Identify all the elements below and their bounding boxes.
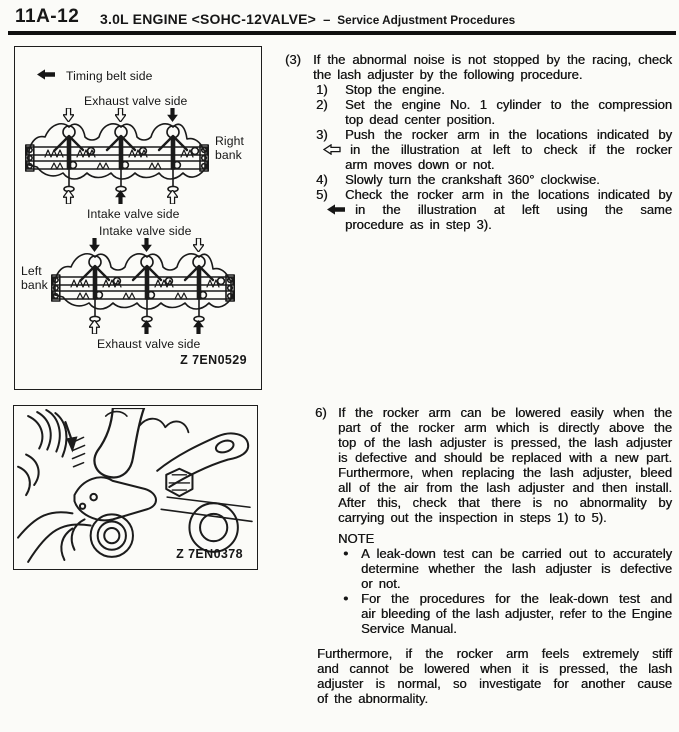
timing-belt-side-row (37, 67, 153, 85)
procedure-line (361, 606, 672, 621)
hollow-up-arrow-icon (63, 190, 74, 204)
procedure-line (317, 691, 672, 706)
procedure-line (343, 591, 672, 606)
procedure-line (316, 187, 672, 202)
timing-belt-arrow-icon (37, 67, 56, 85)
procedure-line-text: Push the rocker arm in the locations indicated by (345, 127, 672, 142)
procedure-line (361, 576, 672, 591)
procedure-line-text: A leak-down test can be carried out to accurately (361, 546, 672, 561)
list-marker: (3) (285, 52, 301, 67)
engine-bank-diagram (51, 247, 235, 327)
timing-belt-label: Timing belt side (66, 69, 153, 83)
header-rule (8, 31, 676, 35)
solid-up-arrow-icon (193, 320, 204, 334)
procedure-line-text: the lash adjuster by the following procedure. (313, 67, 583, 82)
procedure-line (317, 646, 672, 661)
left-bank-top-label: Intake valve side (99, 224, 192, 238)
procedure-line-text: all of the air from the lash adjuster and then install. (338, 480, 672, 495)
procedure-line (317, 661, 672, 676)
right-bank-top-label: Exhaust valve side (84, 94, 188, 108)
procedure-line-text: Slowly turn the crankshaft 360° clockwise. (345, 172, 600, 187)
left-bank-bottom-label: Exhaust valve side (97, 337, 201, 351)
solid-left-arrow-icon (327, 204, 346, 215)
right-bank-bottom-label: Intake valve side (87, 207, 180, 221)
lash-adjuster-press-illustration (16, 408, 255, 567)
procedure-line (338, 420, 672, 435)
procedure-line (338, 465, 672, 480)
procedure-line-text: If the abnormal noise is not stopped by the racing, check (313, 52, 672, 67)
list-marker: 4) (316, 172, 328, 187)
procedure-line-text: If the rocker arm can be lowered easily when the (338, 405, 672, 420)
procedure-line-text: Service Manual. (361, 621, 457, 636)
procedure-line-text: arm moves down or not. (345, 157, 495, 172)
page-number: 11A-12 (15, 6, 80, 27)
press-direction-arrow-icon (66, 436, 77, 452)
procedure-line (316, 172, 672, 187)
procedure-line (313, 67, 672, 82)
procedure-line (327, 202, 672, 217)
procedure-line-text: top of the lash adjuster is pressed, the lash adjuster (338, 435, 672, 450)
bullet-marker: ● (343, 593, 349, 603)
procedure-line (361, 621, 672, 636)
procedure-line (316, 82, 672, 97)
procedure-line-text: After this, check that there is no abnormality by (338, 495, 672, 510)
bullet-marker: ● (343, 548, 349, 558)
figure-box-lash-adjuster-check (13, 405, 258, 570)
procedure-line-text: or not. (361, 576, 401, 591)
procedure-line (343, 546, 672, 561)
procedure-line-text: Furthermore, when replacing the lash adjuster, bleed (338, 465, 672, 480)
procedure-line (338, 480, 672, 495)
procedure-line (361, 561, 672, 576)
procedure-line (316, 127, 672, 142)
solid-down-arrow-icon (141, 238, 152, 252)
header-title-row (100, 11, 515, 27)
procedure-line (345, 217, 672, 232)
procedure-line (317, 676, 672, 691)
solid-up-arrow-icon (141, 320, 152, 334)
solid-down-arrow-icon (89, 238, 100, 252)
procedure-line-text: in the illustration at left using the same (327, 202, 672, 217)
section-title: 3.0L ENGINE <SOHC-12VALVE> (100, 11, 317, 27)
hollow-up-arrow-icon (167, 190, 178, 204)
right-bank-diagram (25, 108, 209, 204)
procedure-line-text: Furthermore, if the rocker arm feels extremely stiff (317, 646, 672, 661)
figure-code: Z 7EN0378 (176, 547, 243, 561)
procedure-line (338, 531, 672, 546)
list-marker: 2) (316, 97, 328, 112)
hollow-down-arrow-icon (63, 108, 74, 122)
procedure-line (338, 435, 672, 450)
procedure-line-text: carrying out the inspection in steps 1) to 5). (338, 510, 607, 525)
procedure-line-text: of the abnormality. (317, 691, 428, 706)
section-subtitle: Service Adjustment Procedures (337, 13, 516, 27)
title-dash: – (323, 12, 331, 27)
list-marker: 1) (316, 82, 328, 97)
left-bank-diagram (51, 238, 235, 334)
procedure-line-text: and cannot be lowered when it is pressed, the lash (317, 661, 672, 676)
hollow-down-arrow-icon (193, 238, 204, 252)
procedure-line (315, 405, 672, 420)
left-bank-side-label: Left bank (21, 264, 48, 292)
procedure-line-text: Check the rocker arm in the locations indicated by (345, 187, 672, 202)
procedure-line (345, 157, 672, 172)
solid-down-arrow-icon (167, 108, 178, 122)
procedure-line-text: in the illustration at left to check if the rocker (323, 142, 672, 157)
engine-bank-diagram (25, 117, 209, 197)
procedure-line (316, 97, 672, 112)
procedure-line-text: part of the rocker arm which is directly above the (338, 420, 672, 435)
hollow-down-arrow-icon (115, 108, 126, 122)
procedure-line-text: Stop the engine. (345, 82, 445, 97)
procedure-line (338, 450, 672, 465)
list-marker: 3) (316, 127, 328, 142)
procedure-column (285, 52, 672, 706)
procedure-line-text: adjuster is normal, so investigate for another cause (317, 676, 672, 691)
list-marker: 6) (315, 405, 327, 420)
procedure-line (338, 495, 672, 510)
procedure-line (345, 112, 672, 127)
right-bank-side-label: Right bank (215, 134, 244, 162)
procedure-line-text: top dead center position. (345, 112, 495, 127)
procedure-line-text: determine whether the lash adjuster is defective (361, 561, 672, 576)
figure-box-valve-layout (14, 46, 262, 390)
procedure-line-text: air bleeding of the lash adjuster, refer to the Engine (361, 606, 672, 621)
procedure-line-text: For the procedures for the leak-down test and (361, 591, 672, 606)
list-marker: 5) (316, 187, 328, 202)
procedure-line (285, 52, 672, 67)
procedure-line (323, 142, 672, 157)
procedure-line (338, 510, 672, 525)
procedure-line-text: Set the engine No. 1 cylinder to the compression (345, 97, 672, 112)
procedure-line-text: NOTE (338, 531, 375, 546)
solid-up-arrow-icon (115, 190, 126, 204)
procedure-line-text: is defective and should be replaced with a new part. (338, 450, 672, 465)
hollow-up-arrow-icon (89, 320, 100, 334)
figure-code: Z 7EN0529 (180, 353, 247, 367)
hollow-left-arrow-icon (323, 144, 341, 155)
procedure-line-text: procedure as in step 3). (345, 217, 492, 232)
